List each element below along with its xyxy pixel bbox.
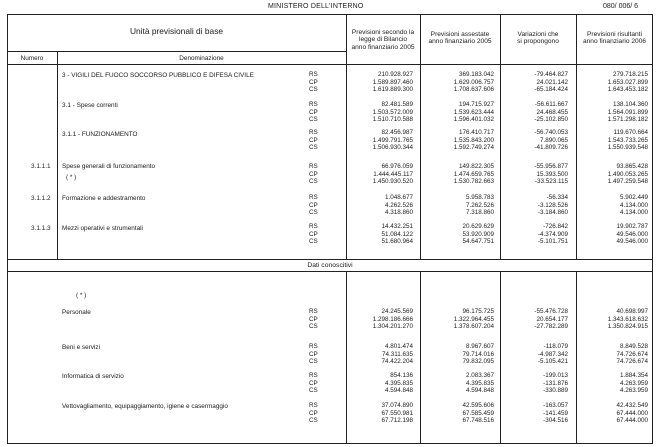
known-row-3-value: 4.263.959: [619, 379, 648, 387]
budget-row-5-value: 1.048.677: [384, 194, 413, 201]
col1-heading-line: anno finanziario 2005: [351, 43, 415, 51]
budget-row-1-value: 1.619.889.300: [372, 86, 413, 94]
known-row-3-value: -199.013: [543, 372, 568, 379]
budget-row-5-code-cp: CP: [309, 201, 318, 209]
budget-row-3-code-rs: RS: [309, 129, 318, 136]
budget-row-1-value: 1.589.897.460: [372, 78, 413, 86]
budget-row-3-value: 1.592.749.274: [453, 144, 494, 152]
budget-row-4-value: 66.976.059: [381, 163, 413, 170]
col1-heading-line: legge di Bilancio: [358, 36, 408, 44]
known-row-2-value: 74.726.674: [616, 358, 648, 366]
col4-heading-line: Previsioni risultanti: [587, 31, 642, 38]
budget-row-3-value: 1.506.930.344: [372, 144, 413, 152]
budget-row-2-value: 82.481.589: [381, 101, 413, 108]
budget-row-2-value: 194.715.927: [458, 101, 494, 108]
section-title: Dati conoscitivi: [307, 262, 353, 269]
col3-heading-line: Variazioni che: [517, 31, 559, 38]
col2-rule-bottom: [420, 271, 421, 444]
known-row-4-value: -304.516: [543, 417, 568, 425]
known-row-1-value: 40.698.997: [616, 308, 648, 315]
known-row-2-value: -4.987.342: [537, 350, 568, 358]
budget-row-2-value: 24.468.455: [536, 108, 568, 116]
budget-row-3-code-cs: CS: [309, 144, 318, 152]
budget-row-3-value: -41.809.726: [534, 144, 568, 152]
known-row-3-value: 4.263.959: [619, 387, 648, 395]
known-row-2-code-cs: CS: [309, 358, 318, 366]
known-row-1-value: 1.322.964.455: [453, 315, 494, 323]
budget-row-6-value: -4.374.909: [537, 230, 568, 238]
budget-row-4-code-cs: CS: [309, 178, 318, 186]
page-code: 080/ 006/ 6: [603, 3, 639, 10]
known-row-4-value: 67.550.981: [381, 409, 413, 417]
budget-row-4-value: 1.450.930.520: [372, 178, 413, 186]
known-row-4-value: -163.057: [543, 402, 568, 409]
budget-row-6-value: 51.084.122: [381, 230, 413, 238]
budget-row-5-value: 4.262.526: [384, 201, 413, 209]
col1-heading: [346, 29, 420, 51]
known-row-4-value: 67.712.198: [381, 417, 413, 425]
budget-row-3-value: 119.670.664: [613, 129, 648, 136]
known-row-4-code-cp: CP: [309, 409, 318, 417]
budget-row-5-value: -3.128.526: [537, 201, 568, 209]
known-row-2-label: Beni e servizi: [62, 344, 101, 351]
ministry-title: MINISTERO DELL'INTERNO: [268, 3, 364, 10]
budget-row-3-value: 1.543.733.265: [607, 136, 648, 144]
budget-row-5-value: 7.318.860: [465, 209, 494, 217]
known-row-1-code-cs: CS: [309, 323, 318, 331]
known-row-1-value: 96.175.725: [462, 308, 494, 315]
col2-heading-line: Previsioni assestate: [430, 31, 490, 38]
budget-row-6-value: 14.432.251: [381, 223, 413, 230]
budget-row-4-note-marker: ( * ): [66, 174, 77, 181]
col4-heading-line: anno finanziario 2006: [582, 38, 647, 46]
budget-row-6-value: 20.629.629: [462, 223, 494, 230]
known-row-2-code-rs: RS: [309, 343, 318, 350]
known-row-3-value: 4.395.835: [465, 379, 494, 387]
budget-row-4-value: -55.956.877: [534, 163, 568, 170]
budget-row-6-code-rs: RS: [309, 223, 318, 230]
known-row-2-value: 8.849.528: [619, 343, 648, 350]
budget-row-1-value: 1.708.637.606: [453, 86, 494, 94]
col4-rule-bottom: [576, 271, 577, 444]
header-bottom-rule: [7, 64, 653, 65]
denominazione-heading: Denominazione: [179, 55, 224, 62]
known-row-1-code-cp: CP: [309, 315, 318, 323]
budget-row-5-value: 4.134.000: [619, 201, 648, 209]
budget-row-2-value: 138.104.360: [612, 101, 648, 108]
known-row-1-value: 1.378.607.204: [453, 323, 494, 331]
budget-row-4-value: 149.822.305: [458, 163, 494, 170]
budget-row-3-value: 7.890.065: [539, 136, 568, 144]
budget-row-3-value: 176.410.717: [458, 129, 494, 136]
budget-row-1-value: 1.643.453.182: [607, 86, 648, 94]
budget-row-1-value: 210.928.927: [377, 71, 413, 78]
col3-heading-line: si propongono: [517, 38, 559, 46]
budget-row-3-value: 82.456.987: [381, 129, 413, 136]
budget-row-5-value: -3.184.860: [537, 209, 568, 217]
known-row-1-value: 1.298.186.666: [372, 315, 413, 323]
budget-row-2-value: 1.596.401.032: [453, 116, 494, 124]
known-row-3-value: -330.889: [543, 387, 568, 395]
known-row-3-value: 2.083.367: [465, 372, 494, 379]
col3-heading: [500, 31, 576, 46]
known-row-2-code-cp: CP: [309, 350, 318, 358]
budget-row-5-number: 3.1.1.2: [31, 195, 51, 202]
known-row-1-value: 1.350.824.915: [607, 323, 648, 331]
budget-row-4-value: 1.530.782.663: [453, 178, 494, 186]
known-row-3-code-rs: RS: [309, 372, 318, 379]
known-row-4-value: 67.748.516: [462, 417, 494, 425]
budget-row-4-code-rs: RS: [309, 163, 318, 170]
col4-heading: [576, 31, 653, 46]
known-row-2-value: 74.422.204: [381, 358, 413, 366]
budget-row-1-value: 1.629.006.757: [453, 78, 494, 86]
budget-row-3-label: 3.1.1 - FUNZIONAMENTO: [62, 131, 138, 138]
known-row-1-value: -27.782.289: [534, 323, 568, 331]
budget-row-6-label: Mezzi operativi e strumentali: [62, 225, 143, 232]
known-row-3-value: -131.876: [543, 379, 568, 387]
known-row-1-code-rs: RS: [309, 308, 318, 315]
col1-heading-line: Previsioni secondo la: [351, 29, 415, 36]
known-row-3-code-cs: CS: [309, 387, 318, 395]
known-row-4-value: 42.595.606: [462, 402, 494, 409]
budget-row-2-value: 1.503.572.009: [372, 108, 413, 116]
budget-row-2-value: 1.539.623.444: [453, 108, 494, 116]
known-row-4-value: 67.585.459: [462, 409, 494, 417]
known-row-4-code-cs: CS: [309, 417, 318, 425]
budget-row-1-code-cp: CP: [309, 78, 318, 86]
known-row-1-note-marker: ( * ): [76, 292, 87, 299]
budget-row-3-value: 1.550.939.548: [607, 144, 648, 152]
known-row-4-value: -141.459: [543, 409, 568, 417]
budget-row-1-value: 1.653.027.899: [607, 78, 648, 86]
known-row-1-value: 1.304.201.270: [372, 323, 413, 331]
budget-row-6-number: 3.1.1.3: [31, 225, 51, 232]
known-row-2-value: 8.967.607: [465, 343, 494, 350]
budget-row-6-code-cp: CP: [309, 230, 318, 238]
budget-row-5-code-cs: CS: [309, 209, 318, 217]
budget-row-2-code-cs: CS: [309, 116, 318, 124]
col2-rule-top: [420, 14, 421, 259]
known-row-3-value: 4.594.848: [384, 387, 413, 395]
known-row-2-value: 74.311.635: [381, 350, 413, 358]
budget-row-3-value: 1.499.791.765: [372, 136, 413, 144]
col4-rule-top: [576, 14, 577, 259]
known-row-4-value: 42.432.549: [616, 402, 648, 409]
known-row-3-label: Informatica di servizio: [62, 373, 124, 380]
known-row-4-value: 67.444.000: [616, 417, 648, 425]
section-bottom-rule: [7, 271, 653, 272]
budget-row-2-code-cp: CP: [309, 108, 318, 116]
budget-row-6-code-cs: CS: [309, 238, 318, 246]
budget-row-1-value: -79.464.827: [534, 71, 568, 78]
budget-row-2-label: 3.1 - Spese correnti: [62, 102, 118, 109]
known-row-3-value: 1.884.354: [619, 372, 648, 379]
budget-row-6-value: -726.842: [543, 223, 568, 230]
budget-row-2-value: -25.102.850: [534, 116, 568, 124]
budget-row-4-value: 1.490.053.265: [607, 170, 648, 178]
known-row-3-value: 4.395.835: [384, 379, 413, 387]
budget-row-6-value: 54.647.751: [462, 238, 494, 246]
budget-row-2-value: 1.571.298.182: [607, 116, 648, 124]
budget-row-1-value: 369.183.042: [458, 71, 494, 78]
known-row-1-value: 20.654.177: [536, 315, 568, 323]
known-row-2-value: -118.079: [543, 343, 568, 350]
known-row-3-value: 4.594.848: [465, 387, 494, 395]
budget-row-4-value: 1.444.445.117: [373, 170, 413, 178]
budget-row-3-code-cp: CP: [309, 136, 318, 144]
budget-row-4-value: 1.474.659.765: [453, 170, 494, 178]
known-row-4-code-rs: RS: [309, 402, 318, 409]
budget-row-6-value: 49.546.000: [616, 230, 648, 238]
budget-row-2-value: 1.510.710.588: [372, 116, 413, 124]
budget-row-3-value: 1.535.843.200: [453, 136, 494, 144]
budget-row-6-value: 51.680.964: [381, 238, 413, 246]
known-row-2-value: 79.714.016: [462, 350, 494, 358]
budget-row-5-value: 5.902.449: [619, 194, 648, 201]
budget-row-5-value: 4.318.860: [384, 209, 413, 217]
budget-row-2-value: -56.611.667: [534, 101, 568, 108]
budget-row-5-value: 7.262.526: [465, 201, 494, 209]
known-row-3-code-cp: CP: [309, 379, 318, 387]
budget-row-4-label: Spese generali di funzionamento: [62, 163, 156, 170]
budget-row-5-value: 4.134.000: [619, 209, 648, 217]
budget-row-6-value: 19.902.787: [616, 223, 648, 230]
budget-row-1-value: 24.021.142: [536, 78, 568, 86]
budget-row-3-value: -56.740.053: [534, 129, 568, 136]
numero-column-rule: [57, 51, 58, 259]
budget-row-2-value: 1.564.091.899: [607, 108, 648, 116]
section-top-rule: [7, 259, 653, 260]
budget-row-6-value: -5.101.751: [537, 238, 568, 246]
budget-row-4-number: 3.1.1.1: [31, 163, 51, 170]
known-row-1-value: 1.343.618.632: [607, 315, 648, 323]
budget-row-1-value: -65.184.424: [534, 86, 568, 94]
budget-row-1-code-cs: CS: [309, 86, 318, 94]
budget-row-5-label: Formazione e addestramento: [62, 195, 146, 202]
unita-heading: Unità previsionali di base: [129, 26, 224, 36]
known-row-4-value: 37.074.890: [381, 402, 413, 409]
col2-heading: [420, 31, 500, 46]
budget-row-4-code-cp: CP: [309, 170, 318, 178]
budget-row-6-value: 53.920.909: [462, 230, 494, 238]
known-row-2-value: 79.832.095: [462, 358, 494, 366]
budget-row-4-value: 93.865.428: [616, 163, 648, 170]
known-row-1-value: -55.476.728: [534, 308, 568, 315]
numero-heading: Numero: [20, 55, 44, 62]
col2-heading-line: anno finanziario 2005: [428, 38, 492, 46]
budget-row-1-label: 3 - VIGILI DEL FUOCO SOCCORSO PUBBLICO E DIFESA CIVILE: [62, 72, 254, 79]
known-row-4-value: 67.444.000: [616, 409, 648, 417]
known-row-1-value: 24.245.569: [381, 308, 413, 315]
budget-row-5-value: -56.334: [546, 194, 568, 201]
budget-row-2-code-rs: RS: [309, 101, 318, 108]
budget-row-4-value: 15.393.500: [536, 170, 568, 178]
budget-row-5-code-rs: RS: [309, 194, 318, 201]
budget-row-1-code-rs: RS: [309, 71, 318, 78]
known-row-4-label: Vettovagliamento, equipaggiamento, igiene e casermaggio: [62, 403, 228, 410]
budget-row-4-value: -33.523.115: [534, 178, 568, 186]
known-row-2-value: 74.726.674: [616, 350, 648, 358]
known-row-2-value: 4.801.474: [384, 343, 413, 350]
known-row-2-value: -5.105.421: [537, 358, 568, 366]
budget-row-1-value: 279.718.215: [612, 71, 648, 78]
known-row-1-label: Personale: [62, 309, 91, 316]
budget-row-4-value: 1.497.259.548: [607, 178, 648, 186]
budget-row-5-value: 5.958.783: [465, 194, 494, 201]
known-row-3-value: 854.136: [390, 372, 413, 379]
budget-row-6-value: 49.546.000: [616, 238, 648, 246]
